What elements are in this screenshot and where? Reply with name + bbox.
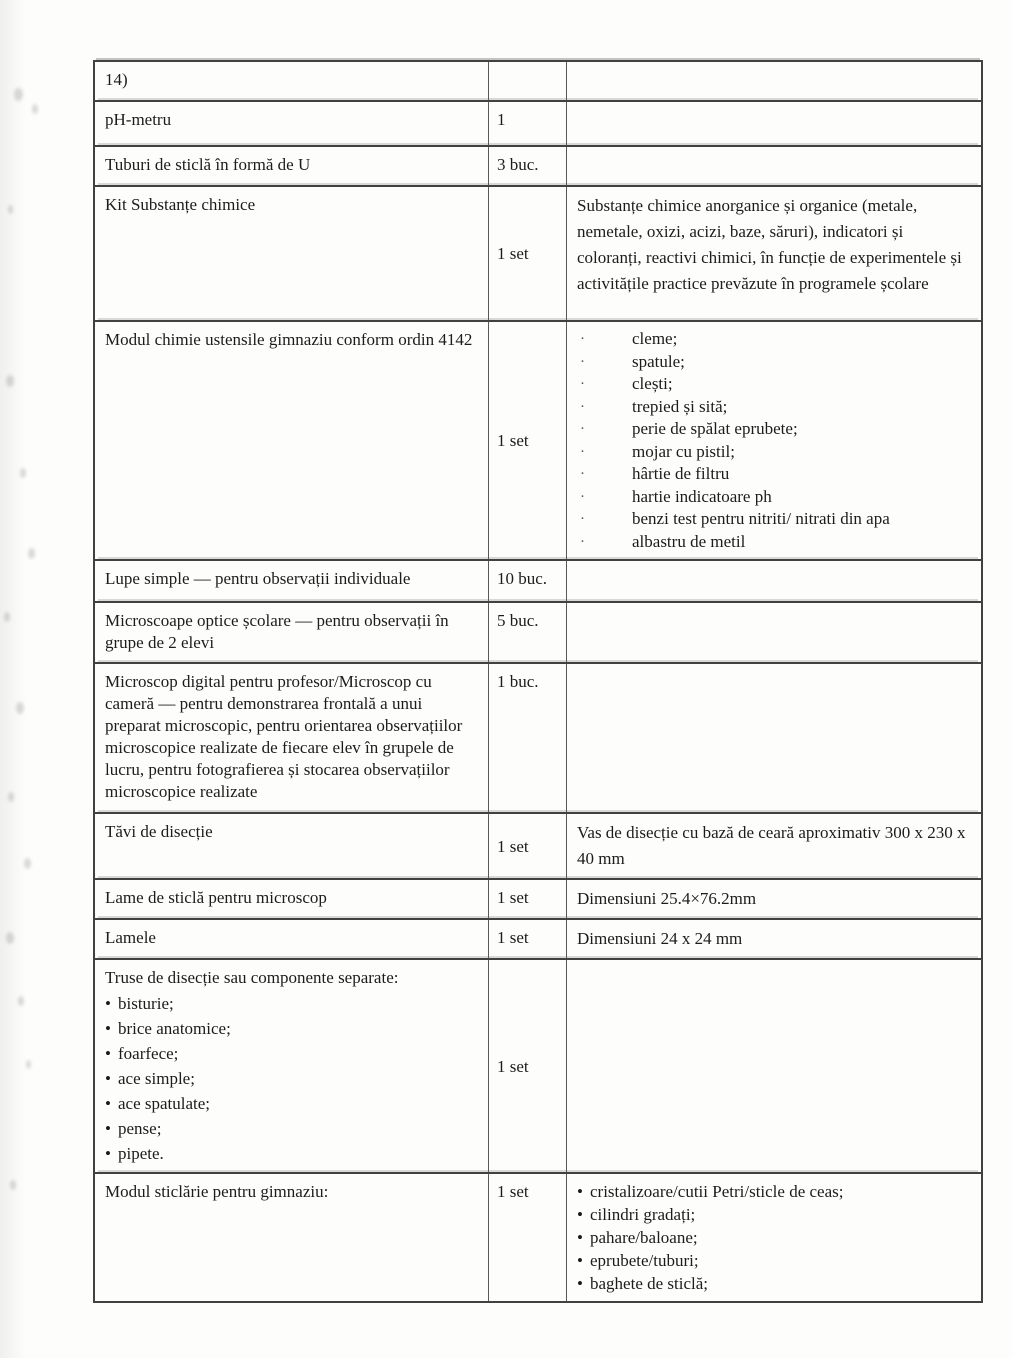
bullet-item-text: baghete de sticlă; xyxy=(590,1274,709,1293)
bullet-item-text: foarfece; xyxy=(118,1044,179,1063)
dot-item xyxy=(577,418,971,441)
scan-artifact xyxy=(6,932,14,944)
bullet-icon: • xyxy=(105,1119,111,1138)
quantity-cell xyxy=(489,102,567,145)
scan-artifact xyxy=(18,996,24,1006)
table-row xyxy=(95,918,981,958)
scan-artifact xyxy=(32,104,38,114)
bullet-item xyxy=(577,1226,971,1249)
dot-item xyxy=(577,441,971,464)
table-row xyxy=(95,559,981,601)
dot-icon: · xyxy=(580,421,585,437)
bullet-item xyxy=(577,1249,971,1272)
quantity-cell xyxy=(489,880,567,918)
quantity-cell xyxy=(489,1174,567,1301)
description-cell xyxy=(567,322,981,559)
description-cell xyxy=(567,147,981,185)
scan-artifact xyxy=(4,612,10,622)
dot-item-text: mojar cu pistil; xyxy=(632,441,735,461)
dot-item-text: perie de spălat eprubete; xyxy=(632,419,798,438)
dot-item xyxy=(577,396,971,419)
quantity-text: 1 set xyxy=(497,888,529,907)
dot-item-text: hartie indicatoare ph xyxy=(632,486,772,506)
dot-item-text: albastru de metil xyxy=(632,531,746,551)
bullet-item-text: pense; xyxy=(118,1119,162,1138)
description-text: Vas de disecție cu bază de ceară aproximativ 300 x 230 x 40 mm xyxy=(577,823,966,868)
scan-edge-shade xyxy=(0,0,26,1358)
item-text: Kit Substanțe chimice xyxy=(105,195,256,214)
dot-item-text: clești; xyxy=(632,374,673,393)
scan-artifact xyxy=(20,468,26,478)
table-row xyxy=(95,145,981,185)
item-cell xyxy=(95,880,489,918)
description-cell xyxy=(567,561,981,601)
table-row xyxy=(95,185,981,320)
item-text: Microscop digital pentru profesor/Microscop cu cameră — pentru demonstrarea frontală a unui preparat microscopic, pentru orientarea observațiilor microscopice realizate de fiecare elev în grupele de lucru, pentru fotografierea și stocarea observațiilor microscopice realizate xyxy=(105,672,463,801)
table-row xyxy=(95,878,981,918)
bullet-item xyxy=(105,1141,480,1166)
dot-item xyxy=(577,463,971,486)
scan-artifact xyxy=(26,1060,31,1069)
quantity-text: 10 buc. xyxy=(497,569,548,588)
description-cell xyxy=(567,102,981,145)
dot-icon: · xyxy=(580,398,585,415)
dot-icon: · xyxy=(580,331,585,347)
quantity-text: 3 buc. xyxy=(497,155,539,174)
description-text: Dimensiuni 25.4×76.2mm xyxy=(577,889,757,908)
table-row xyxy=(95,812,981,878)
quantity-cell xyxy=(489,603,567,662)
quantity-text: 1 set xyxy=(497,836,529,856)
quantity-text: 1 set xyxy=(497,431,529,450)
description-dot-list xyxy=(577,328,971,553)
table-row xyxy=(95,958,981,1172)
item-cell xyxy=(95,322,489,559)
description-text: Substanțe chimice anorganice și organice (metale, nemetale, oxizi, acizi, baze, săruri), indicatori și coloranți, reactivi chimici, în funcție de experimentele și activitățile practice prevăzute în programele școlare xyxy=(577,196,962,293)
dot-item-text: spatule; xyxy=(632,351,685,371)
bullet-item xyxy=(105,991,480,1016)
description-cell xyxy=(567,187,981,320)
bullet-item xyxy=(105,1066,480,1091)
item-text: pH-metru xyxy=(105,110,172,129)
description-cell xyxy=(567,920,981,958)
dot-icon: · xyxy=(580,376,585,392)
bullet-item-text: cilindri gradați; xyxy=(590,1205,696,1224)
bullet-icon: • xyxy=(105,994,111,1013)
bullet-icon: • xyxy=(105,1094,111,1113)
description-cell xyxy=(567,62,981,100)
dot-item xyxy=(577,351,971,374)
dot-item xyxy=(577,531,971,554)
scan-artifact xyxy=(6,375,14,387)
scan-artifact xyxy=(8,205,13,214)
bullet-item-text: brice anatomice; xyxy=(118,1019,231,1038)
dot-item-text: hârtie de filtru xyxy=(632,464,730,483)
description-cell xyxy=(567,814,981,878)
quantity-text: 1 xyxy=(497,110,506,129)
bullet-item-text: ace simple; xyxy=(118,1069,195,1088)
quantity-cell xyxy=(489,664,567,812)
bullet-icon: • xyxy=(577,1182,583,1201)
item-text: Lamele xyxy=(105,928,156,947)
scan-artifact xyxy=(8,792,14,802)
quantity-text: 1 buc. xyxy=(497,672,539,691)
quantity-cell xyxy=(489,62,567,100)
description-text: Dimensiuni 24 x 24 mm xyxy=(577,929,743,948)
item-cell xyxy=(95,102,489,145)
item-cell xyxy=(95,603,489,662)
dot-icon: · xyxy=(580,511,585,527)
item-text: Lupe simple — pentru observații individuale xyxy=(105,569,411,588)
item-cell xyxy=(95,664,489,812)
dot-item xyxy=(577,373,971,396)
quantity-text: 1 set xyxy=(497,1056,529,1076)
bullet-item xyxy=(105,1016,480,1041)
item-text: Lame de sticlă pentru microscop xyxy=(105,888,327,907)
item-cell xyxy=(95,147,489,185)
table-row xyxy=(95,1172,981,1301)
table-row xyxy=(95,62,981,100)
quantity-text: 1 set xyxy=(497,928,529,947)
quantity-cell xyxy=(489,920,567,958)
item-bullet-list xyxy=(105,991,480,1166)
description-cell xyxy=(567,960,981,1172)
equipment-table xyxy=(93,60,983,1303)
bullet-item-text: pipete. xyxy=(118,1144,164,1163)
quantity-text: 5 buc. xyxy=(497,611,539,630)
dot-item xyxy=(577,328,971,351)
bullet-item xyxy=(577,1180,971,1203)
bullet-icon: • xyxy=(577,1228,583,1247)
quantity-cell xyxy=(489,147,567,185)
quantity-cell xyxy=(489,814,567,878)
quantity-text: 1 set xyxy=(497,1182,529,1201)
description-cell xyxy=(567,880,981,918)
table-row xyxy=(95,320,981,559)
bullet-item-text: ace spatulate; xyxy=(118,1094,211,1113)
bullet-item-text: cristalizoare/cutii Petri/sticle de ceas; xyxy=(590,1182,844,1201)
dot-icon: · xyxy=(580,533,585,550)
dot-icon: · xyxy=(580,353,585,370)
item-cell xyxy=(95,187,489,320)
scan-artifact xyxy=(16,702,24,714)
dot-icon: · xyxy=(580,466,585,482)
bullet-item xyxy=(105,1091,480,1116)
table-row xyxy=(95,601,981,662)
description-cell xyxy=(567,664,981,812)
scan-artifact xyxy=(28,548,35,559)
item-text: Tăvi de disecție xyxy=(105,822,213,841)
item-cell xyxy=(95,62,489,100)
table-row xyxy=(95,662,981,812)
item-text: Truse de disecție sau componente separate: xyxy=(105,968,399,987)
quantity-cell xyxy=(489,960,567,1172)
bullet-icon: • xyxy=(105,1144,111,1163)
item-cell xyxy=(95,814,489,878)
bullet-icon: • xyxy=(577,1205,583,1224)
dot-item xyxy=(577,508,971,531)
quantity-cell xyxy=(489,322,567,559)
bullet-item xyxy=(577,1203,971,1226)
description-bullet-list xyxy=(577,1180,971,1295)
item-cell xyxy=(95,1174,489,1301)
quantity-text: 1 set xyxy=(497,244,529,263)
bullet-icon: • xyxy=(577,1251,583,1270)
bullet-item-text: pahare/baloane; xyxy=(590,1228,698,1247)
bullet-item xyxy=(105,1041,480,1066)
bullet-item xyxy=(105,1116,480,1141)
dot-item-text: trepied și sită; xyxy=(632,396,728,416)
dot-icon: · xyxy=(580,488,585,505)
item-cell xyxy=(95,561,489,601)
item-text: Modul chimie ustensile gimnaziu conform ordin 4142 xyxy=(105,330,473,349)
item-text: Modul sticlărie pentru gimnaziu: xyxy=(105,1182,329,1201)
bullet-icon: • xyxy=(105,1044,111,1063)
dot-icon: · xyxy=(580,443,585,460)
table-row xyxy=(95,100,981,145)
item-cell xyxy=(95,920,489,958)
bullet-icon: • xyxy=(105,1019,111,1038)
item-text: Microscoape optice școlare — pentru observații în grupe de 2 elevi xyxy=(105,611,449,652)
bullet-icon: • xyxy=(105,1069,111,1088)
quantity-cell xyxy=(489,187,567,320)
description-cell xyxy=(567,603,981,662)
bullet-item-text: eprubete/tuburi; xyxy=(590,1251,699,1270)
dot-item xyxy=(577,486,971,509)
scan-artifact xyxy=(14,88,23,101)
dot-item-text: cleme; xyxy=(632,329,678,348)
bullet-icon: • xyxy=(577,1274,583,1293)
item-cell xyxy=(95,960,489,1172)
dot-item-text: benzi test pentru nitriti/ nitrati din apa xyxy=(632,509,890,528)
item-text: Tuburi de sticlă în formă de U xyxy=(105,155,311,174)
scan-artifact xyxy=(10,1180,16,1190)
bullet-item xyxy=(577,1272,971,1295)
quantity-cell xyxy=(489,561,567,601)
description-cell xyxy=(567,1174,981,1301)
bullet-item-text: bisturie; xyxy=(118,994,174,1013)
item-text: 14) xyxy=(105,70,128,89)
scan-artifact xyxy=(24,858,31,869)
